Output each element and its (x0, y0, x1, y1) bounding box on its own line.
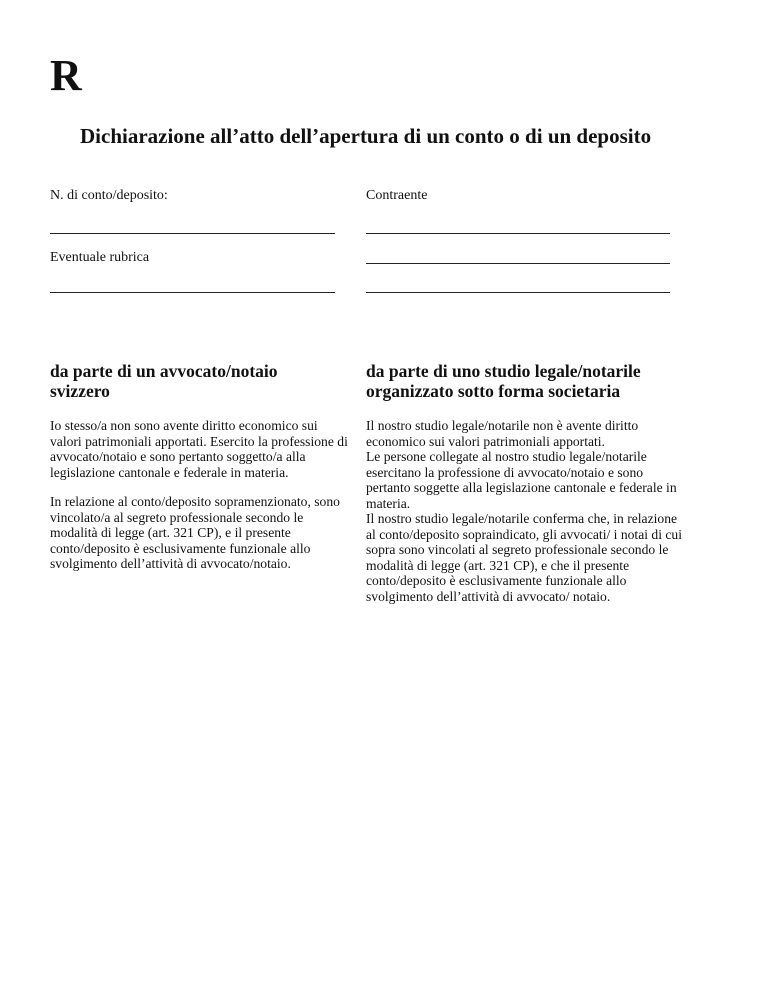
form-letter: R (50, 51, 82, 100)
right-section-body (366, 418, 686, 604)
contractor-line-2[interactable] (366, 263, 670, 264)
right-paragraph-3: Il nostro studio legale/notarile conferma che, in relazione al conto/deposito sopraindicato, gli avvocati/ i notai di cui sopra sono vincolati al segreto professionale secondo le modalità di legge (art. 321 CP), e che il presente conto/deposito è esclusivamente funzionale allo svolgimento dell’attività di avvocato/ notaio. (366, 511, 682, 604)
left-paragraph-2: In relazione al conto/deposito sopramenzionato, sono vincolato/a al segreto professionale secondo le modalità di legge (art. 321 CP), e il presente conto/deposito è esclusivamente funzionale allo svolgimento dell’attività di avvocato/notaio. (50, 494, 340, 571)
contractor-label: Contraente (366, 188, 428, 203)
right-paragraph-1: Il nostro studio legale/notarile non è avente diritto economico sui valori patrimoniali apportati. (366, 418, 639, 449)
rubric-label: Eventuale rubrica (50, 250, 150, 265)
left-section-heading: da parte di un avvocato/notaio svizzero (50, 361, 278, 401)
account-number-line[interactable] (50, 233, 335, 234)
right-section-heading: da parte di uno studio legale/notarile organizzato sotto forma societaria (366, 361, 641, 401)
left-section-body (50, 418, 350, 572)
contractor-line-3[interactable] (366, 292, 670, 293)
right-paragraph-2: Le persone collegate al nostro studio legale/notarile esercitano la professione di avvocato/notaio e sono pertanto soggette alla legislazione cantonale e federale in materia. (366, 449, 677, 511)
account-number-label: N. di conto/deposito: (50, 188, 168, 203)
document-title: Dichiarazione all’atto dell’apertura di un conto o di un deposito (80, 124, 652, 148)
rubric-line[interactable] (50, 292, 335, 293)
left-paragraph-1: Io stesso/a non sono avente diritto economico sui valori patrimoniali apportati. Esercito la professione di avvocato/notaio e sono pertanto soggetto/a alla legislazione cantonale e federale in materia. (50, 418, 348, 480)
contractor-line-1[interactable] (366, 233, 670, 234)
